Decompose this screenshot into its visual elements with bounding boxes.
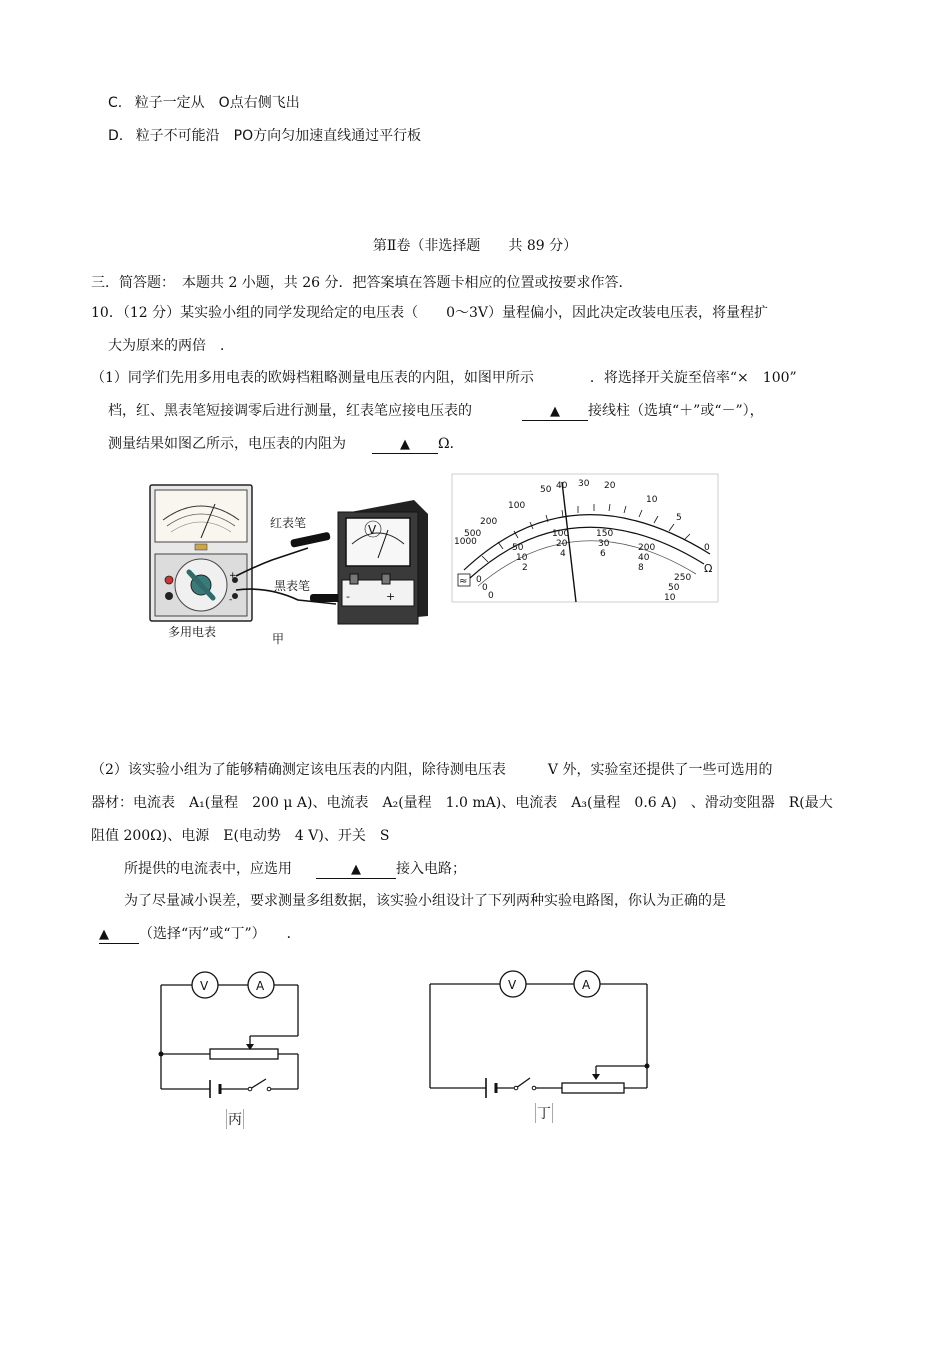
circuit-bing [158,970,308,1090]
voltmeter-figure [332,496,432,626]
zero-label: 0 [488,591,494,601]
black-probe-label: 黑表笔 [274,579,311,593]
scale-label: 50 [512,543,524,553]
acv-symbol: ≈ [459,576,468,587]
multimeter-caption: 多用电表 [168,625,217,639]
q10-p1-line2 [108,401,764,421]
answer-blank-circuit[interactable] [99,926,139,944]
q10-intro-line1: 10．（12 分）某实验小组的同学发现给定的电压表（ 0～3V）量程偏小，因此决定改装电压表，将量程扩 [91,305,769,321]
scale-label: 50 [668,583,680,593]
circuit-ding-label: 丁 [535,1103,553,1123]
svg-text:-: - [229,595,233,605]
scale-label: 200 [638,543,656,553]
q10-p2-line5: 为了尽量减小误差，要求测量多组数据，该实验小组设计了下列两种实验电路图，你认为正确的是 [124,893,726,909]
scale-label: 30 [578,479,590,489]
scale-label: 500 [464,529,482,539]
part3-header: 三．简答题： 本题共 2 小题，共 26 分．把答案填在答题卡相应的位置或按要求作答． [91,275,633,291]
red-probe-label: 红表笔 [270,516,307,530]
option-c-text: 粒子一定从 O点右侧飞出 [134,95,300,111]
answer-blank-resistance[interactable] [372,436,438,454]
p2-line4-text-b: 接入电路； [396,861,466,877]
ammeter-symbol: A [256,979,265,993]
blank-triangle: ▲ [99,927,109,942]
circuit-ding [428,966,658,1106]
scale-label: 20 [556,539,568,549]
blank-triangle: ▲ [351,862,361,877]
option-d-label: D. [108,128,124,144]
scale-label: 0 [704,543,710,553]
voltmeter-minus-label: - [346,590,350,603]
blank-triangle: ▲ [550,404,560,419]
q10-p1-line3 [108,434,464,454]
option-c-label: C. [108,95,123,111]
q10-p2-line1: （2）该实验小组为了能够精确测定该电压表的内阻，除待测电压表 V 外，实验室还提供了一些可选用的 [91,762,773,778]
scale-label: 20 [604,481,616,491]
option-d-text: 粒子不可能沿 PO方向匀加速直线通过平行板 [135,128,422,144]
answer-blank-ammeter[interactable] [316,861,396,879]
option-c [108,93,300,113]
p1-line2-text-a: 档，红、黑表笔短接调零后进行测量，红表笔应接电压表的 [108,403,472,419]
scale-label: 10 [664,593,676,603]
ammeter-symbol: A [582,978,591,992]
circuit-bing-label: 丙 [226,1109,244,1129]
p2-line4-text-a: 所提供的电流表中，应选用 [124,861,292,877]
scale-label: 10 [516,553,528,563]
p1-line3-text-b: Ω． [438,436,464,452]
voltmeter-symbol: V [200,979,209,993]
scale-label: 8 [638,563,644,573]
q10-p2-line6 [99,924,301,944]
zero-label: 0 [482,583,488,593]
scale-label: 2 [522,563,528,573]
p1-line2-text-b: 接线柱（选填“＋”或“－”）， [588,403,764,419]
scale-label: 4 [560,549,566,559]
scale-label: 1000 [454,537,477,547]
p2-line6-text-b: （选择“丙”或“丁”） ． [139,926,301,942]
q10-intro-line2: 大为原来的两倍 ． [108,338,234,354]
voltmeter-plus-label: + [386,590,396,603]
q10-p1-line1: （1）同学们先用多用电表的欧姆档粗略测量电压表的内阻，如图甲所示 ．将选择开关旋至倍率“× 100” [91,370,797,386]
ohmmeter-dial-figure [452,474,720,604]
scale-label: 100 [552,529,570,539]
answer-blank-terminal[interactable] [522,403,588,421]
q10-p2-line2: 器材：电流表 A₁(量程 200 μ A)、电流表 A₂(量程 1.0 mA)、电流表 A₃(量程 0.6 A) 、滑动变阻器 R(最大 [91,795,833,811]
probe-wires [228,530,348,620]
scale-label: 6 [600,549,606,559]
voltmeter-symbol: V [508,978,517,992]
figure-jia-label: 甲 [272,632,285,646]
option-d [108,126,421,146]
scale-label: 40 [638,553,650,563]
scale-label: 200 [480,517,498,527]
scale-label: 5 [676,513,682,523]
voltmeter-symbol: V [368,523,377,537]
scale-label: 30 [598,539,610,549]
ohm-symbol: Ω [704,562,713,575]
zero-label: 0 [476,575,482,585]
scale-label: 50 [540,485,552,495]
q10-p2-line3: 阻值 200Ω)、电源 E(电动势 4 V)、开关 S [91,828,390,844]
scale-label: 40 [556,481,568,491]
scale-label: 250 [674,573,692,583]
q10-p2-line4 [124,859,466,879]
scale-label: 150 [596,529,614,539]
blank-triangle: ▲ [400,437,410,452]
svg-text:+: + [229,571,237,581]
scale-label: 100 [508,501,526,511]
section-title: 第Ⅱ卷（非选择题 共 89 分） [372,238,578,254]
p1-line3-text-a: 测量结果如图乙所示，电压表的内阻为 [108,436,346,452]
scale-label: 10 [646,495,658,505]
